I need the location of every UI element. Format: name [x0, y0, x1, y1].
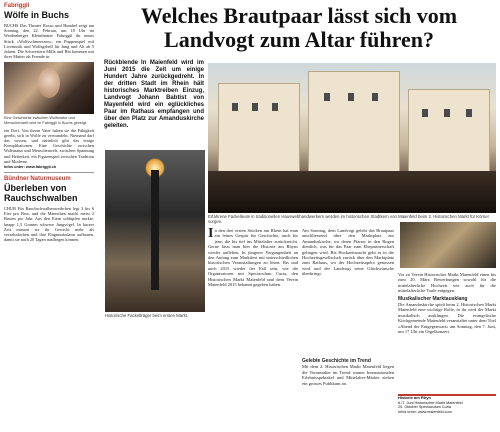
sidebar-info-link[interactable]: Infos unter: www.fabriggli.ch [4, 165, 57, 170]
lead-text: In Maienfeld wird im Juni 2015 die Zeit um einige Hundert Jahre zurückgedreht. In der dritten Stadt im Rhein hält historisches Marktreiben Einzug, Landvogt Johann Babtist von Mayenfeld wird ein eglückliches Paar im Rathaus empfangen und über den Platz zur Amanduskirche geleiten. [104, 60, 205, 129]
torch-photo [105, 150, 205, 312]
infobox-line-2: 20. Oktober Spectaculum Curia [398, 405, 451, 410]
body-column-1-text: n den drei ersten Stücken am Rhein hat man ein feines Gespür für Geschichte, auch für jene, die bis tief ins Mittelalter zurückreicht. Gerne lässt man hier die Historie am Rhyns wieder aufleben. In jüngerer Vergangenheit an den Anfang zum Marktfest mit unterschiedlichen historischen Veranstaltungen zu lösen. Bis und auch 2015 wieder der Fall sein, wie die Organisatoren mit Spectaculum Curia, den Historischen Markt Maienfeld und dem Verein Maienfeld 2015 bekannt gegeben haben. [208, 228, 298, 288]
sidebar-title: Wölfe in Buchs [4, 10, 69, 20]
sidebar-photo-caption: Eine Geschichte zwischen Wolfsnatur und Menschenwelt wird im Fabriggli in Buchs gezeigt. [4, 116, 87, 126]
sidebar-text-top: BUCHS Das Theater Rosso und Humbel zeigt am Sonntag, den 22. Februar, um 18 Uhr im Werdenberger Kleintheater Fabriggli ihr neues Stück «Wolfsschmeerzen», ein Puppenspiel mit Livemusik und Wolfsgebell für Jung und Alt ab 5 Jahren. Die Schwestern Milla und Bla kommen mit ihrer Mutter als Fremde in [4, 23, 94, 60]
main-photo-caption: Erfahrene Fackelleute in traditionellen Hauswebhandwerkern werden im historischen Stadtkern von Maienfeld beim 2. Historischen Markt für Körner sorgen. [208, 214, 490, 224]
infobox-line-1: 6./7. Juni Historischer Markt Maienfeld [398, 400, 463, 405]
body-column-2 [302, 228, 394, 277]
sidebar-photo [4, 62, 94, 114]
event-infobox [398, 394, 496, 414]
lead-block [104, 60, 204, 130]
sidebar-title-2: Überleben von Rauchschwalben [4, 183, 78, 204]
infobox-title: Historie am Rhyn [398, 395, 431, 400]
body-column-2-text: Am Sonntag, dem Landvogt gelebt das Brautpaar anschliessend über den Marktplatz zur Amanduskirche, wo deren Pfarrer in den Bogen dienlich, was für das Paar zum Ehepartnerschaft gelingen wird. Bis Hochzeitsnacht geht es in die Hochzeitsgesellschaft zurück über den Marktplatz zum Rathaus, wo der Hochzeitsapéro genossen wird und der Landvogt seine Glückwünsche überbringt. [302, 228, 394, 277]
sidebar-text-mid: ein Dorf. Von ihrem Vater haben sie die Fähigkeit geerbt, sich in Wölfe zu verwandeln. Niemand darf das wissen, und natürlich gibt das einige Komplikationen. Eine Geschichte zwischen Wolfsnatur und Menschenwelt, zwischen Spannung und Heiterkeit, ein Figurenspiel zwischen Tradition und Moderne. [4, 127, 94, 164]
drop-cap: I [208, 226, 214, 241]
infobox-line-3[interactable]: Infos unter: www.maienfeld.com [398, 409, 452, 414]
body-column-3-more: Die Amanduskirche spielt beim 2. Historischen Markt Maienfeld eine wichtige Rolle, in ihr wird der Markt musikalisch ausklingen. Die evangelische Kirchgemeinde Maienfeld veranstaltet unter dem Titel «Abend der Entgegenwart» am Sonntag, den 7. Juni, um 17 Uhr ein Orgelkonzert. [398, 302, 496, 335]
body-column-3-text: Vor zu Verein Historischer Markt Maienfeld einen bis zum 20. März Bewerbungen sowohl für die mittelalterliche Hochzeit wie auch für die mittelalterliche Taufe entgegen. [398, 272, 496, 294]
sidebar-divider [4, 172, 94, 173]
body-column-3 [398, 272, 496, 334]
main-headline: Welches Brautpaar lässt sich vom Landvogt zum Altar führen? [140, 3, 458, 52]
sidebar-text-bottom: CHUR Ein Rauchschwalbenweibchen legt 3 bis 6 Eier pro Brut, und die Männchen macht meist 2 Bruten pro Jahr. Aus den Eiern schlüpfen nackte, knapp 1,5 Gramm schwere Jungvögel. In kurzer Zeit müssen sie ihr Gewicht mehr als verzehnfachen und ihre Flugmuskulatur aufbauen, damit sie nach 20 Tagen ausfliegen können. [4, 206, 94, 243]
sidebar-kicker: Fabriggli [4, 3, 30, 9]
lead-kicker: Rückblende [104, 60, 139, 66]
main-photo [208, 63, 496, 213]
sidebar-kicker-2: Bündner Naturmuseum [4, 176, 71, 183]
body-column-1 [208, 228, 298, 287]
side-photo [400, 222, 496, 268]
body-column-2b [302, 356, 394, 386]
body-column-2b-text: Mit dem 2. Historischen Markt Maienfeld liegen die Veranstalter im Trend: immer Internationalen Erlebnisspektakel und Mittelalter-Märkte ziehen ein grosses Publikum an. [302, 364, 394, 386]
sidebar-column [4, 0, 94, 432]
subhead-history: Gelebte Geschichte im Trend [302, 358, 371, 364]
torch-photo-caption: Historische Fackelträger beim ersten Markt. [105, 313, 189, 318]
subhead-music: Musikalischer Marktausklang [398, 295, 468, 302]
